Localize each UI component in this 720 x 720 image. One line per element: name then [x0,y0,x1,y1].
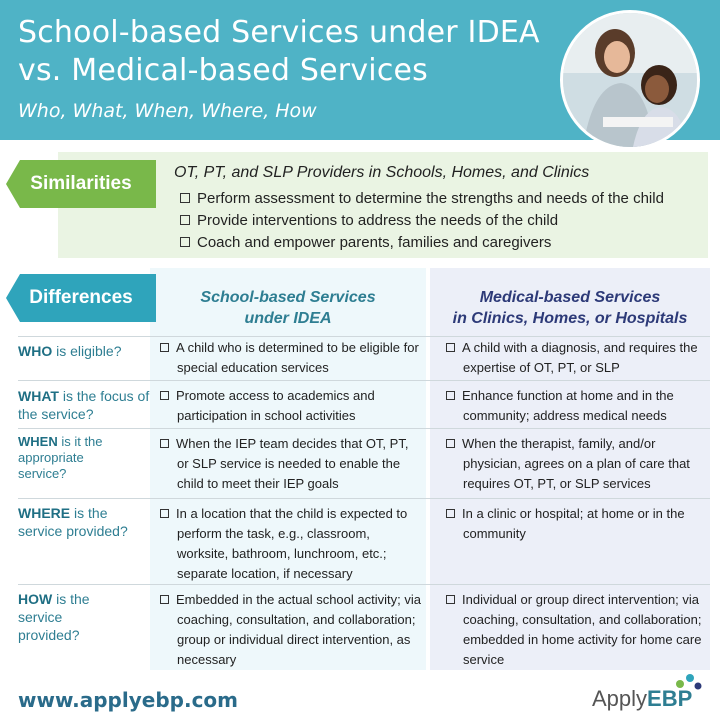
table-cell: A child with a diagnosis, and requires the expertise of OT, PT, or SLP [446,338,704,378]
checkbox-icon [160,343,169,352]
similarities-heading: OT, PT, and SLP Providers in Schools, Homes, and Clinics [174,164,590,181]
checkbox-icon [180,215,190,225]
table-cell: Enhance function at home and in the community; address medical needs [446,386,704,426]
differences-tag [6,274,156,322]
school-column-heading: School-based Services under IDEA [200,289,376,327]
list-item: Provide interventions to address the needs of the child [180,210,664,232]
page-subtitle: Who, What, When, Where, How [18,100,317,122]
checkbox-icon [446,391,455,400]
row-label-who: WHO is eligible? [18,343,122,359]
table-cell: Embedded in the actual school activity; via coaching, consultation, and collaboration; group or individual direct intervention, as necessary [160,590,422,670]
title-line-2: vs. Medical-based Services [18,53,429,88]
table-cell: In a location that the child is expected to perform the task, e.g., classroom, worksite, bathroom, lunchroom, etc.; separate location, if necessary [160,504,422,584]
table-cell: Promote access to academics and participation in school activities [160,386,422,426]
checkbox-icon [160,595,169,604]
row-label-when: WHEN is it the appropriate service? [18,434,103,481]
page-title [18,14,540,90]
checkbox-icon [160,439,169,448]
checkbox-icon [180,193,190,203]
similarities-tag-label: Similarities [30,173,132,194]
checkbox-icon [160,391,169,400]
title-line-1: School-based Services under IDEA [18,15,540,50]
row-divider [18,584,710,585]
applyebp-logo [592,672,710,714]
checkbox-icon [446,343,455,352]
row-divider [18,498,710,499]
list-item: Coach and empower parents, families and caregivers [180,232,664,254]
checkbox-icon [160,509,169,518]
checkbox-icon [446,439,455,448]
row-label-how: HOW is the service provided? [18,591,90,643]
table-cell: Individual or group direct intervention; via coaching, consultation, and collaboration; embedded in home activity for home care service [446,590,704,670]
table-cell: In a clinic or hospital; at home or in the community [446,504,704,544]
row-label-what: WHAT is the focus of the service? [18,388,150,422]
table-cell: A child who is determined to be eligible for special education services [160,338,422,378]
website-url[interactable]: www.applyebp.com [18,688,238,712]
list-item: Perform assessment to determine the strengths and needs of the child [180,188,664,210]
checkbox-icon [446,595,455,604]
medical-column-heading: Medical-based Services in Clinics, Homes, or Hospitals [452,289,688,327]
table-cell: When the therapist, family, and/or physician, agrees on a plan of care that requires OT, PT, or SLP services [446,434,704,494]
logo-wordmark: ApplyEBP [592,686,693,711]
row-label-where: WHERE is the service provided? [18,505,128,539]
row-divider [18,336,710,337]
similarities-tag [6,160,156,208]
similarities-list [180,188,664,254]
row-divider [18,428,710,429]
checkbox-icon [446,509,455,518]
differences-tag-label: Differences [29,287,133,308]
table-cell: When the IEP team decides that OT, PT, or SLP service is needed to enable the child to meet their IEP goals [160,434,422,494]
row-divider [18,380,710,381]
checkbox-icon [180,237,190,247]
teacher-child-photo [560,10,700,150]
